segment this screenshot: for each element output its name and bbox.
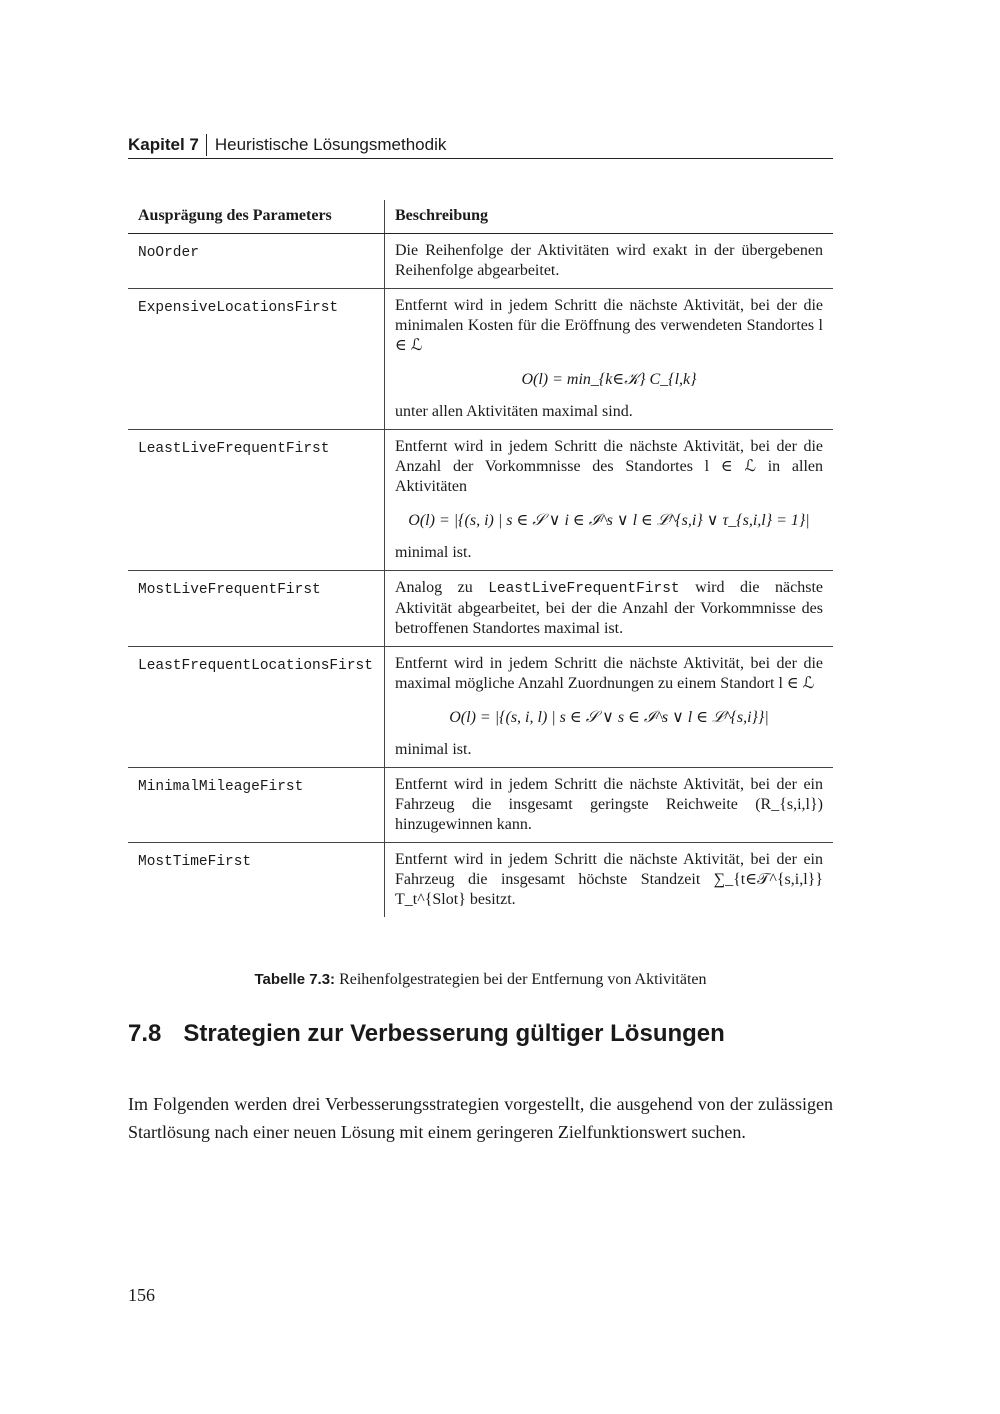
table-header-row bbox=[128, 200, 833, 234]
param-description-end: minimal ist. bbox=[395, 741, 472, 758]
table-row bbox=[128, 289, 833, 430]
param-description: Entfernt wird in jedem Schritt die nächste Aktivität, bei der die Anzahl der Vorkommnisse des Standortes l ∈ ℒ in allen Aktivitäten bbox=[395, 438, 823, 495]
table-row bbox=[128, 234, 833, 289]
col-header-description: Beschreibung bbox=[395, 207, 489, 224]
table-row bbox=[128, 430, 833, 571]
param-description-end: minimal ist. bbox=[395, 544, 472, 561]
param-description-end: unter allen Aktivitäten maximal sind. bbox=[395, 403, 633, 420]
table-row bbox=[128, 647, 833, 768]
table-row bbox=[128, 768, 833, 843]
param-description: Entfernt wird in jedem Schritt die nächste Aktivität, bei der ein Fahrzeug die insgesamt höchste Standzeit ∑_{t∈𝒯^{s,i,l}} T_t^{Slot} besitzt. bbox=[395, 851, 823, 908]
inline-code: LeastLiveFrequentFirst bbox=[488, 581, 680, 597]
table-caption bbox=[128, 971, 833, 989]
param-description-cell bbox=[385, 289, 833, 429]
col-header-parameter: Ausprägung des Parameters bbox=[128, 200, 385, 233]
section-number: 7.8 bbox=[128, 1020, 162, 1047]
table-row bbox=[128, 843, 833, 917]
param-name: MinimalMileageFirst bbox=[128, 768, 385, 842]
chapter-label: Kapitel 7 bbox=[128, 135, 199, 154]
param-name: LeastLiveFrequentFirst bbox=[128, 430, 385, 570]
page-number: 156 bbox=[128, 1285, 155, 1305]
caption-text: Reihenfolgestrategien bei der Entfernung von Aktivitäten bbox=[339, 971, 707, 988]
section-heading bbox=[128, 1020, 725, 1048]
formula: O(l) = |{(s, i) | s ∈ 𝒮 ∨ i ∈ ℐ^s ∨ l ∈ ℒ^{s,i} ∨ τ_{s,i,l} = 1}| bbox=[408, 512, 810, 529]
param-description: Entfernt wird in jedem Schritt die nächste Aktivität, bei der die minimalen Kosten für die Eröffnung des verwendeten Standortes l ∈ ℒ bbox=[395, 297, 823, 354]
param-name: ExpensiveLocationsFirst bbox=[128, 289, 385, 429]
param-name: MostLiveFrequentFirst bbox=[128, 571, 385, 646]
header-separator bbox=[206, 134, 207, 156]
param-name: NoOrder bbox=[128, 234, 385, 288]
parameter-table bbox=[128, 200, 833, 917]
desc-text: wird die nächste Aktivität abgearbeitet, bei der die Anzahl der Vorkommnisse des betroffenen Standortes maximal ist. bbox=[395, 579, 823, 637]
chapter-title: Heuristische Lösungsmethodik bbox=[214, 135, 447, 154]
param-description-cell bbox=[385, 647, 833, 767]
param-name: LeastFrequentLocationsFirst bbox=[128, 647, 385, 767]
param-description: Die Reihenfolge der Aktivitäten wird exakt in der übergebenen Reihenfolge abgearbeitet. bbox=[395, 242, 823, 279]
param-name: MostTimeFirst bbox=[128, 843, 385, 917]
formula: O(l) = min_{k∈𝒦} C_{l,k} bbox=[521, 371, 697, 388]
desc-text: Analog zu bbox=[395, 579, 489, 596]
running-header bbox=[128, 134, 833, 159]
table-row bbox=[128, 571, 833, 647]
body-paragraph: Im Folgenden werden drei Verbesserungsstrategien vorgestellt, die ausgehend von der zulässigen Startlösung nach einer neuen Lösung mit einem geringeren Zielfunktionswert suchen. bbox=[128, 1094, 833, 1142]
param-description bbox=[385, 571, 833, 646]
section-title: Strategien zur Verbesserung gültiger Lösungen bbox=[183, 1020, 725, 1047]
formula: O(l) = |{(s, i, l) | s ∈ 𝒮 ∨ s ∈ ℐ^s ∨ l ∈ ℒ^{s,i}}| bbox=[449, 709, 769, 726]
param-description-cell bbox=[385, 430, 833, 570]
param-description: Entfernt wird in jedem Schritt die nächste Aktivität, bei der ein Fahrzeug die insgesamt geringste Reichweite (R_{s,i,l}) hinzugewinnen kann. bbox=[395, 776, 823, 833]
caption-label: Tabelle 7.3: bbox=[254, 971, 336, 988]
param-description: Entfernt wird in jedem Schritt die nächste Aktivität, bei der die maximal mögliche Anzahl Zuordnungen zu einem Standort l ∈ ℒ bbox=[395, 655, 823, 692]
